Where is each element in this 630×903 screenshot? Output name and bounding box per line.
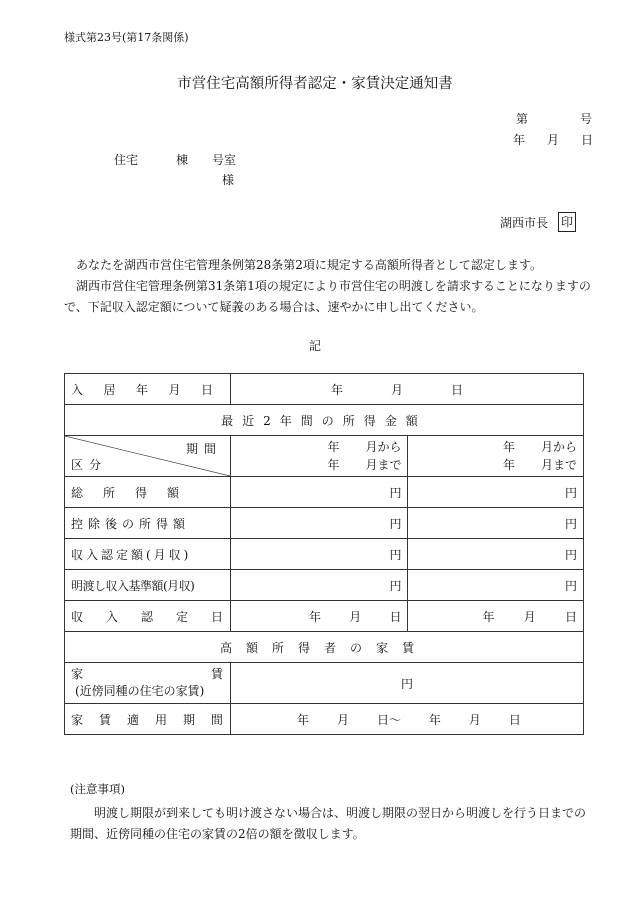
table-row: 控除後の所得額 円 円	[65, 508, 584, 539]
page-title: 市営住宅高額所得者認定・家賃決定通知書	[177, 76, 453, 92]
rent-period-label: 家 賃 適 用 期 間	[71, 712, 223, 727]
row-label: 明渡し収入基準額(月収)	[71, 578, 195, 593]
rent-label: 家 賃	[71, 667, 223, 681]
rent-period-value: 年 月 日～ 年 月 日	[230, 704, 583, 735]
recipient-address: 住宅 棟 号室	[114, 153, 237, 167]
notice-body: あなたを湖西市営住宅管理条例第28条第2項に規定する高額所得者として認定します。 湖西市営住宅管理条例第31条第1項の規定により市営住宅の明渡しを請求することになりますので、下記収入認定額について疑義のある場合は、速やかに申し出てください。	[64, 258, 591, 314]
table-row	[65, 663, 584, 704]
category-period-header: 期間 区分	[65, 436, 231, 477]
table-row	[65, 704, 584, 735]
table-row	[65, 436, 584, 477]
row-label: 収入認定額(月収)	[71, 547, 192, 562]
seal-mark: 印	[558, 212, 576, 232]
move-in-label: 入 居 年 月 日	[71, 382, 213, 397]
table-row: 明渡し収入基準額(月収) 円 円	[65, 570, 584, 601]
form-id: 様式第23号(第17条関係)	[64, 31, 189, 44]
move-in-value: 年 月 日	[230, 374, 583, 405]
table-row	[65, 374, 584, 405]
income-table	[64, 373, 584, 735]
table-row	[65, 632, 584, 663]
issuer: 湖西市長 印	[500, 212, 576, 232]
table-row: 総所得額 円 円	[65, 477, 584, 508]
notes-heading: (注意事項)	[70, 782, 125, 796]
cert-date-label: 収 入 認 定 日	[71, 609, 223, 624]
rent-sublabel: (近傍同種の住宅の家賃)	[75, 684, 205, 698]
income-header: 最近2年間の所得金額	[221, 413, 427, 428]
rent-header: 高額所得者の家賃	[219, 640, 428, 655]
table-row: 収入認定額(月収) 円 円	[65, 539, 584, 570]
document-number: 第 号	[516, 112, 592, 126]
table-row: 収 入 認 定 日 年 月 日 年 月 日	[65, 601, 584, 632]
notes-body: 明渡し期限が到来しても明け渡さない場合は、明渡し期限の翌日から明渡しを行う日までの期間、近傍同種の住宅の家賃の2倍の額を徴収します。	[70, 806, 587, 841]
row-label: 総所得額	[71, 485, 200, 500]
table-row	[65, 405, 584, 436]
period-col-2: 年 月から 年 月まで	[408, 436, 584, 477]
row-label: 控除後の所得額	[71, 516, 191, 531]
period-col-1: 年 月から 年 月まで	[230, 436, 408, 477]
document-date: 年 月 日	[513, 133, 593, 147]
recipient-honorific: 様	[222, 173, 235, 187]
ki-heading: 記	[308, 339, 321, 353]
rent-value: 円	[230, 663, 583, 704]
